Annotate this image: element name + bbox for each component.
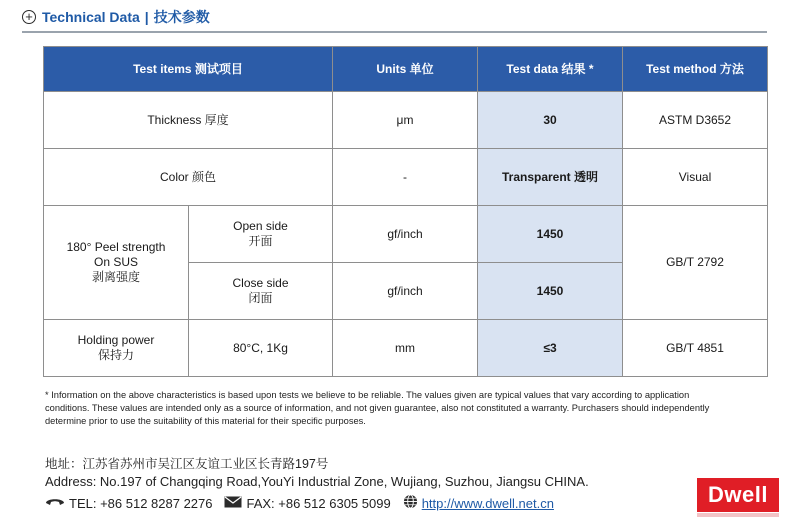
website-link[interactable]: http://www.dwell.net.cn	[421, 495, 554, 511]
title-en: Technical Data	[42, 9, 140, 25]
method-peel: GB/T 2792	[623, 206, 768, 320]
plus-circle-icon[interactable]: +	[22, 10, 36, 24]
dwell-logo: Dwell	[697, 478, 779, 512]
holding-label-cn: 保持力	[97, 348, 134, 362]
col-test-method: Test method 方法	[623, 47, 768, 92]
method-color: Visual	[623, 149, 768, 206]
phone-icon	[45, 496, 65, 511]
table-row	[44, 206, 768, 263]
table-header-row	[44, 47, 768, 92]
item-open-side	[189, 206, 333, 263]
close-side-cn: 闭面	[248, 291, 273, 305]
logo-underline	[697, 513, 779, 517]
unit-holding: mm	[333, 320, 478, 377]
disclaimer-note	[45, 389, 770, 428]
method-thickness: ASTM D3652	[623, 92, 768, 149]
table-row	[44, 149, 768, 206]
unit-color: -	[333, 149, 478, 206]
tel-text: TEL: +86 512 8287 2276	[69, 495, 213, 511]
contact-line	[45, 494, 554, 512]
item-thickness: Thickness 厚度	[44, 92, 333, 149]
holding-label-en: Holding power	[77, 333, 155, 347]
open-side-cn: 开面	[248, 234, 273, 248]
data-open-side: 1450	[478, 206, 623, 263]
title-separator: |	[144, 9, 149, 25]
peel-label-cn: 剥离强度	[91, 270, 140, 284]
table-row	[44, 320, 768, 377]
note-line-1: * Information on the above characteristics is based upon tests we believe to be reliable. The values given are typical values that vary according to application	[45, 390, 690, 400]
address-en: Address: No.197 of Changqing Road,YouYi Industrial Zone, Wujiang, Suzhou, Jiangsu CHINA.	[45, 474, 589, 489]
holding-condition: 80°C, 1Kg	[189, 320, 333, 377]
peel-label-en: 180° Peel strength	[66, 240, 166, 254]
note-line-2: conditions. These values are intended only as a source of information, and not given guarantee, also not constituted a warranty. Purchasers should independently	[45, 403, 710, 413]
title-cn: 技术参数	[153, 9, 210, 25]
close-side-en: Close side	[232, 276, 289, 290]
item-close-side	[189, 263, 333, 320]
unit-close-side: gf/inch	[333, 263, 478, 320]
table-row	[44, 92, 768, 149]
header-divider	[22, 31, 767, 33]
item-holding-power	[44, 320, 189, 377]
data-thickness: 30	[478, 92, 623, 149]
section-header	[22, 4, 210, 30]
note-line-3: determine prior to use the suitability of this material for their specific purposes.	[45, 416, 366, 426]
data-color: Transparent 透明	[478, 149, 623, 206]
item-color: Color 颜色	[44, 149, 333, 206]
method-holding: GB/T 4851	[623, 320, 768, 377]
col-units: Units 单位	[333, 47, 478, 92]
technical-data-table	[43, 46, 768, 377]
globe-icon	[403, 494, 418, 512]
unit-open-side: gf/inch	[333, 206, 478, 263]
data-holding: ≤3	[478, 320, 623, 377]
unit-thickness: μm	[333, 92, 478, 149]
address-cn: 地址：江苏省苏州市吴江区友谊工业区长青路197号	[45, 457, 329, 471]
col-test-items: Test items 测试项目	[44, 47, 333, 92]
fax-text: FAX: +86 512 6305 5099	[246, 495, 391, 511]
item-peel-strength	[44, 206, 189, 320]
col-test-data: Test data 结果 *	[478, 47, 623, 92]
peel-label-en2: On SUS	[93, 255, 138, 269]
open-side-en: Open side	[233, 219, 288, 233]
mail-icon	[224, 496, 242, 511]
data-close-side: 1450	[478, 263, 623, 320]
